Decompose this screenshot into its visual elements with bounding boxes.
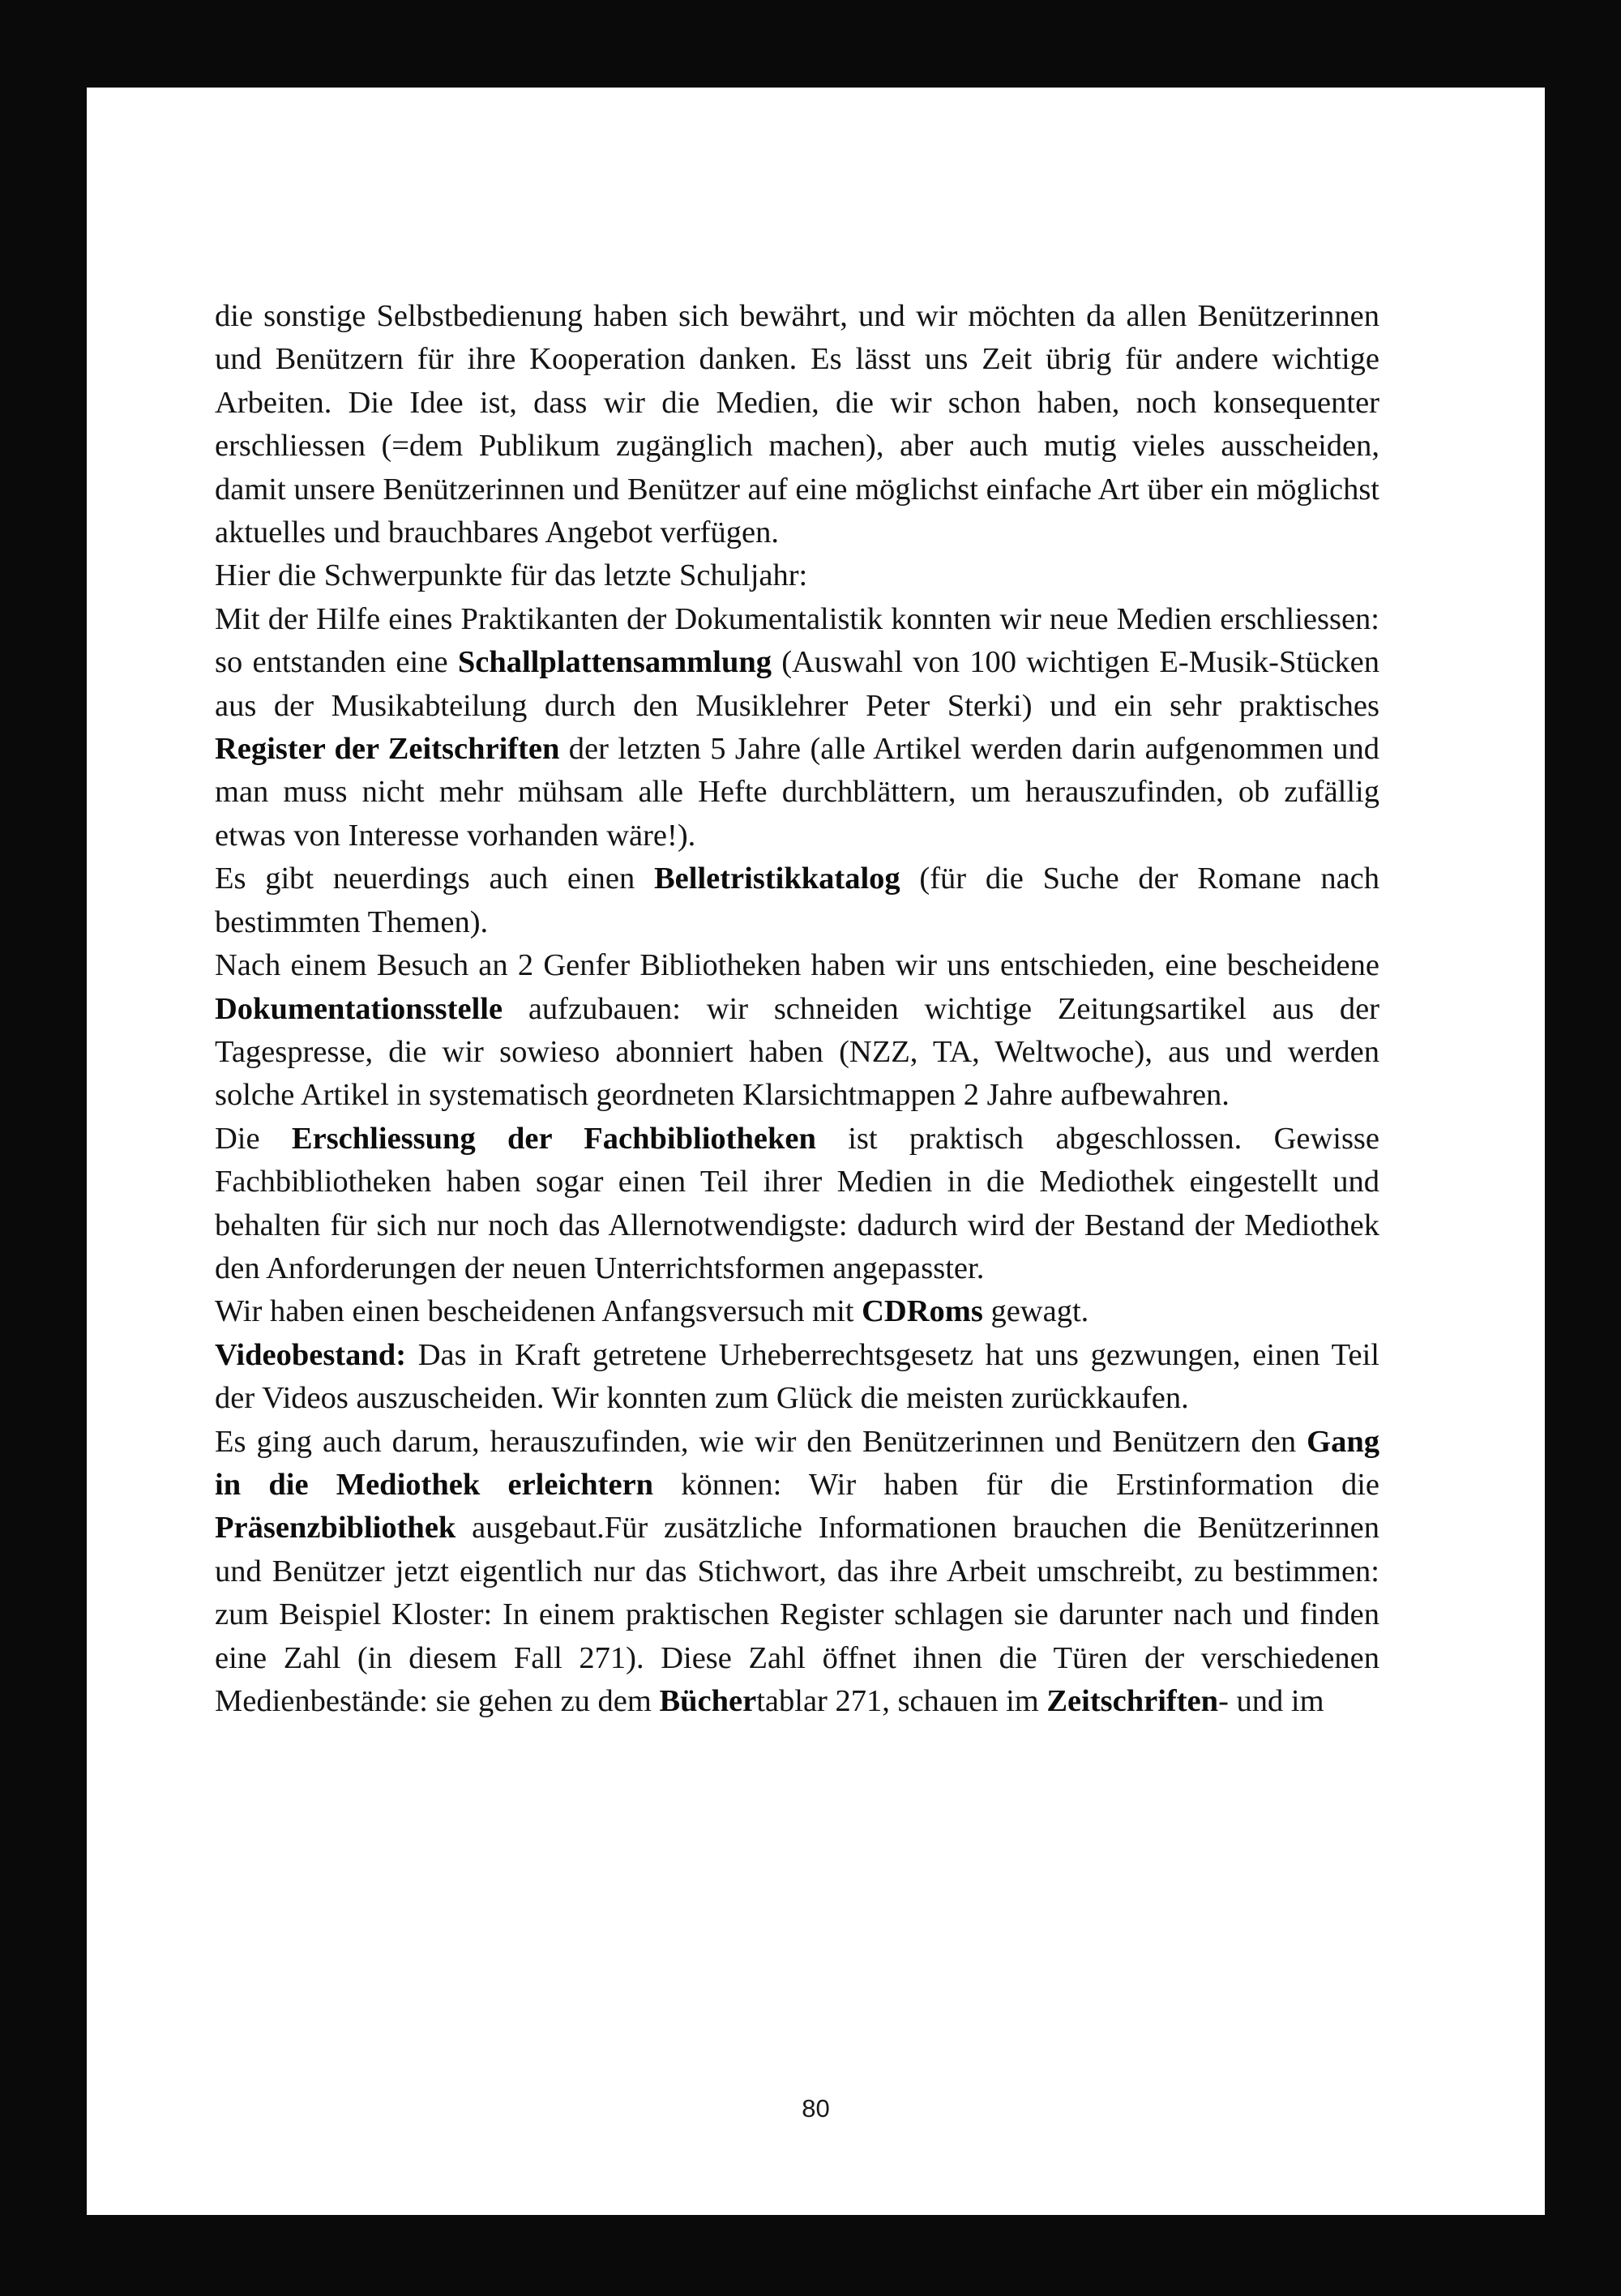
paragraph — [215, 944, 1379, 1118]
document-page — [87, 88, 1545, 2215]
text-run: ist praktisch abgeschlossen. Gewisse Fachbibliotheken haben sogar einen Teil ihrer Medien in die Mediothek eingestellt und behalten für sich nur noch das Allernotwendigste: dadurch wird der Bestand der Mediothek den Anforderungen der neuen Unterrichtsformen angepasster. — [215, 1121, 1380, 1285]
text-run: - und im — [1218, 1684, 1324, 1718]
text-run: Mit der Hilfe eines Praktikanten der Dokumentalistik konnten wir neue Medien erschliessen: so entstanden eine — [215, 601, 1379, 680]
paragraph — [215, 857, 1379, 944]
bold-term: Erschliessung der Fachbibliotheken — [291, 1121, 816, 1156]
bold-term: Bücher — [659, 1684, 757, 1718]
bold-term: Präsenzbibliothek — [215, 1511, 456, 1546]
text-run: Hier die Schwerpunkte für das letzte Schuljahr: — [215, 558, 808, 593]
body-text — [215, 295, 1379, 1723]
paragraph — [215, 1421, 1379, 1724]
text-run: (für die Suche der Romane nach bestimmten Themen). — [215, 862, 1379, 939]
text-run: Es ging auch darum, herauszufinden, wie wir den Benützerinnen und Benützern den — [215, 1424, 1307, 1459]
text-run: Das in Kraft getretene Urheberrechtsgesetz hat uns gezwungen, einen Teil der Videos auszuscheiden. Wir konnten zum Glück die meisten zurückkaufen. — [215, 1337, 1379, 1416]
bold-term: Zeitschriften — [1046, 1684, 1219, 1718]
bold-term: Gang in die Mediothek erleichtern — [215, 1424, 1379, 1502]
text-run: die sonstige Selbstbedienung haben sich bewährt, und wir möchten da allen Benützerinnen und Benützern für ihre Kooperation danken. Es lässt uns Zeit übrig für andere wichtige Arbeiten. Die Idee ist, dass wir die Medien, die wir schon haben, noch konsequenter erschliessen (=dem Publikum zugänglich machen), aber auch mutig vieles ausscheiden, damit unsere Benützerinnen und Benützer auf eine möglichst einfache Art über ein möglichst aktuelles und brauchbares Angebot verfügen. — [215, 299, 1379, 550]
paragraph — [215, 1290, 1379, 1333]
bold-term: Videobestand: — [215, 1337, 407, 1372]
text-run: Die — [215, 1121, 292, 1156]
text-run: der letzten 5 Jahre (alle Artikel werden darin aufgenommen und man muss nicht mehr mühsam alle Hefte durchblättern, um herauszufinden, ob zufällig etwas von Interesse vorhanden wäre!). — [215, 732, 1379, 853]
text-run: Es gibt neuerdings auch einen — [215, 862, 654, 896]
paragraph — [215, 295, 1379, 554]
paragraph — [215, 1334, 1379, 1421]
bold-term: Belletristikkatalog — [653, 862, 900, 896]
text-run: können: Wir haben für die Erstinformation die — [653, 1467, 1379, 1502]
bold-term: CDRoms — [862, 1294, 983, 1329]
bold-term: Dokumentationsstelle — [215, 991, 503, 1026]
paragraph — [215, 598, 1379, 857]
text-run: tablar 271, schauen im — [756, 1684, 1047, 1718]
bold-term: Schallplattensammlung — [457, 645, 772, 680]
paragraph — [215, 1118, 1379, 1291]
bold-term: Register der Zeitschriften — [215, 732, 560, 767]
page-number: 80 — [802, 2094, 830, 2123]
text-run: Nach einem Besuch an 2 Genfer Bibliotheken haben wir uns entschieden, eine bescheidene — [215, 948, 1379, 983]
paragraph — [215, 554, 1379, 597]
text-run: Wir haben einen bescheidenen Anfangsversuch mit — [215, 1294, 862, 1329]
text-run: ausgebaut.Für zusätzliche Informationen brauchen die Benützerinnen und Benützer jetzt eigentlich nur das Stichwort, das ihre Arbeit umschreibt, zu bestimmen: zum Beispiel Kloster: In einem praktischen Register schlagen sie darunter nach und finden eine Zahl (in diesem Fall 271). Diese Zahl öffnet ihnen die Türen der verschiedenen Medienbestände: sie gehen zu dem — [215, 1511, 1379, 1718]
text-run: aufzubauen: wir schneiden wichtige Zeitungsartikel aus der Tagespresse, die wir sowieso abonniert haben (NZZ, TA, Weltwoche), aus und werden solche Artikel in systematisch geordneten Klarsichtmappen 2 Jahre aufbewahren. — [215, 991, 1379, 1113]
text-run: (Auswahl von 100 wichtigen E-Musik-Stücken aus der Musikabteilung durch den Musiklehrer Peter Sterki) und ein sehr praktisches — [215, 645, 1379, 723]
text-run: gewagt. — [982, 1294, 1089, 1329]
